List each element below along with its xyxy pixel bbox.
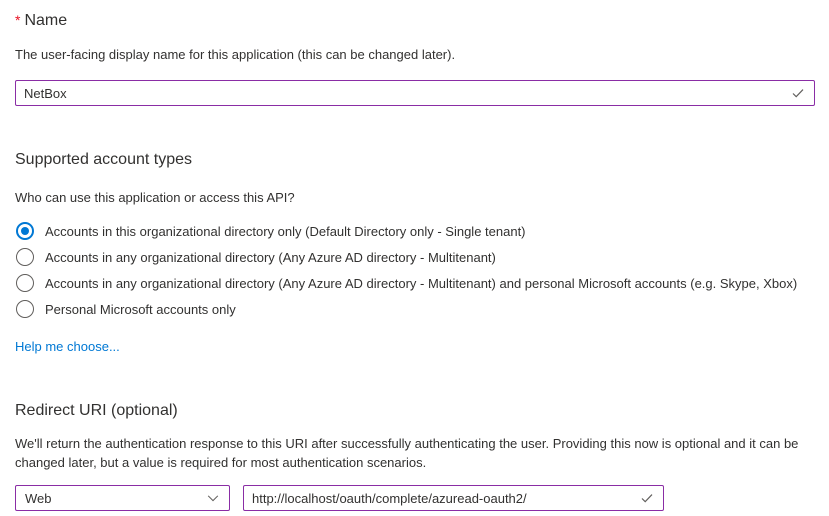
account-type-option-1[interactable] bbox=[15, 244, 815, 270]
radio-option-label: Accounts in any organizational directory (Any Azure AD directory - Multitenant) bbox=[45, 249, 496, 265]
redirect-uri-row bbox=[15, 485, 815, 511]
name-input[interactable] bbox=[15, 80, 815, 106]
account-types-question: Who can use this application or access this API? bbox=[15, 190, 295, 205]
radio-button-icon bbox=[16, 274, 34, 292]
name-description: The user-facing display name for this application (this can be changed later). bbox=[15, 47, 456, 62]
name-title-text: Name bbox=[24, 12, 68, 29]
required-asterisk: * bbox=[15, 12, 21, 28]
radio-option-label: Accounts in any organizational directory (Any Azure AD directory - Multitenant) and personal Microsoft accounts (e.g. Skype, Xbox) bbox=[45, 275, 798, 291]
supported-account-types-section bbox=[15, 149, 815, 354]
account-type-options bbox=[15, 218, 815, 322]
name-input-wrap bbox=[15, 80, 815, 106]
name-section-title bbox=[15, 10, 815, 31]
account-type-option-0[interactable] bbox=[15, 218, 815, 244]
radio-option-label: Personal Microsoft accounts only bbox=[45, 301, 236, 317]
account-type-option-3[interactable] bbox=[15, 296, 815, 322]
radio-button-icon bbox=[16, 222, 34, 240]
redirect-uri-input[interactable] bbox=[243, 485, 664, 511]
platform-select[interactable] bbox=[15, 485, 230, 511]
redirect-uri-description: We'll return the authentication response to this URI after successfully authenticating the user. Providing this now is optional and it can be changed later, but a value is required for most authentication scenarios. bbox=[15, 436, 799, 470]
redirect-uri-title: Redirect URI (optional) bbox=[15, 402, 178, 419]
account-type-option-2[interactable] bbox=[15, 270, 815, 296]
platform-select-value: Web bbox=[25, 490, 52, 506]
account-types-title: Supported account types bbox=[15, 151, 193, 168]
help-me-choose-link[interactable]: Help me choose... bbox=[15, 339, 120, 354]
radio-button-icon bbox=[16, 300, 34, 318]
redirect-uri-input-wrap bbox=[243, 485, 664, 511]
radio-button-icon bbox=[16, 248, 34, 266]
radio-option-label: Accounts in this organizational directory only (Default Directory only - Single tenant) bbox=[45, 223, 526, 239]
name-section bbox=[15, 10, 815, 106]
chevron-down-icon bbox=[206, 491, 220, 505]
redirect-uri-section bbox=[15, 400, 815, 511]
